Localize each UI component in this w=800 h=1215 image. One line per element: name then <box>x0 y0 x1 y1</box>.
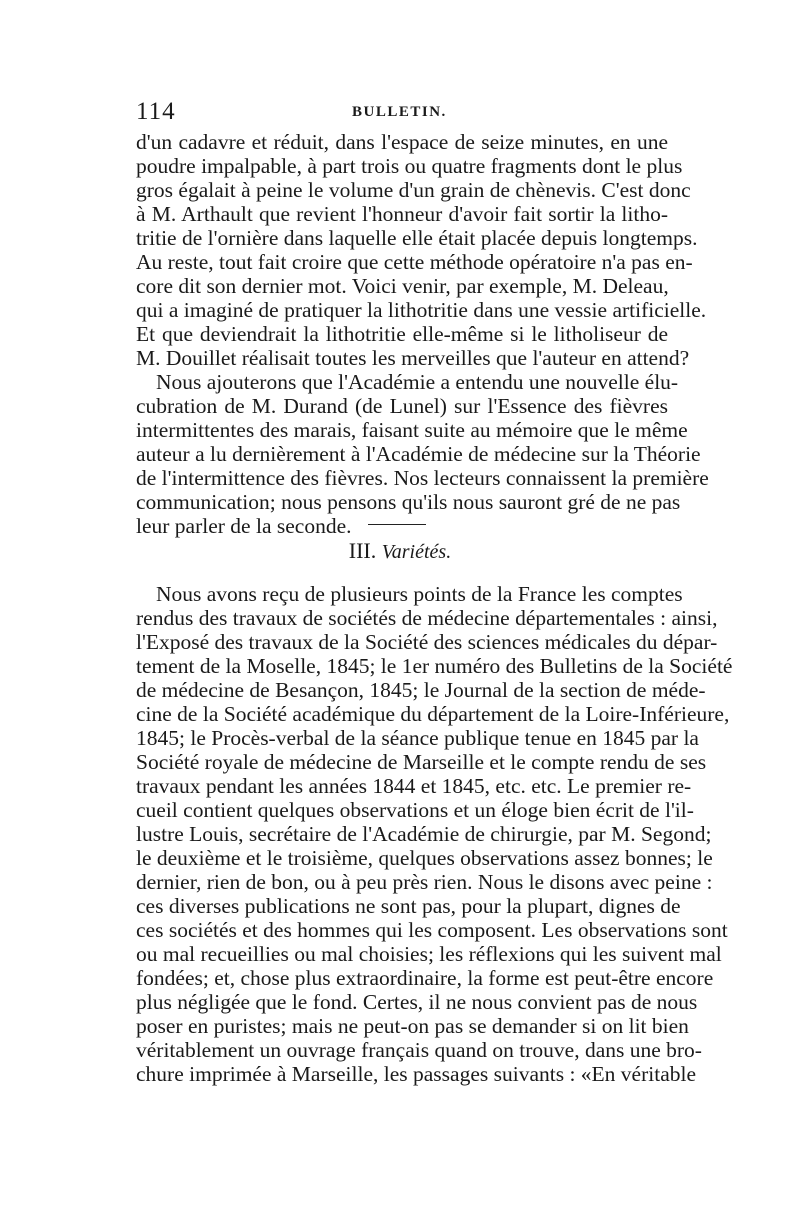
section-name: Variétés. <box>381 541 452 563</box>
text-line: qui a imaginé de pratiquer la lithotritie dans une vessie artificielle. <box>136 298 707 322</box>
text-line: cine de la Société académique du département de la Loire-Inférieure, <box>136 702 730 726</box>
section-separator <box>368 524 426 525</box>
text-line: ou mal recueillies ou mal choisies; les réflexions qui les suivent mal <box>136 942 722 966</box>
text-line: travaux pendant les années 1844 et 1845, etc. etc. Le premier re- <box>136 774 692 798</box>
text-line: Au reste, tout fait croire que cette méthode opératoire n'a pas en- <box>136 250 693 274</box>
text-line: fondées; et, chose plus extraordinaire, la forme est peut-être encore <box>136 966 714 990</box>
text-line: ces diverses publications ne sont pas, pour la plupart, dignes de <box>136 894 681 918</box>
text-line: 1845; le Procès-verbal de la séance publique tenue en 1845 par la <box>136 726 699 750</box>
text-line: core dit son dernier mot. Voici venir, par exemple, M. Deleau, <box>136 274 669 298</box>
text-line: rendus des travaux de sociétés de médecine départementales : ainsi, <box>136 606 718 630</box>
text-line: de l'intermittence des fièvres. Nos lecteurs connaissent la première <box>136 466 709 490</box>
text-line: lustre Louis, secrétaire de l'Académie de chirurgie, par M. Segond; <box>136 822 712 846</box>
text-line: Nous ajouterons que l'Académie a entendu une nouvelle élu- <box>156 370 679 394</box>
text-line: l'Exposé des travaux de la Société des sciences médicales du dépar- <box>136 630 718 654</box>
text-line: d'un cadavre et réduit, dans l'espace de seize minutes, en une <box>136 130 668 154</box>
text-line: le deuxième et le troisième, quelques observations assez bonnes; le <box>136 846 713 870</box>
section-title <box>0 538 800 564</box>
text-line: dernier, rien de bon, ou à peu près rien. Nous le disons avec peine : <box>136 870 713 894</box>
text-line: Nous avons reçu de plusieurs points de la France les comptes <box>156 582 683 606</box>
text-line: de médecine de Besançon, 1845; le Journal de la section de méde- <box>136 678 706 702</box>
text-line: plus négligée que le fond. Certes, il ne nous convient pas de nous <box>136 990 698 1014</box>
text-line: gros égalait à peine le volume d'un grain de chènevis. C'est donc <box>136 178 691 202</box>
text-line: ces sociétés et des hommes qui les composent. Les observations sont <box>136 918 728 942</box>
running-head: BULLETIN. <box>352 104 447 120</box>
text-line: chure imprimée à Marseille, les passages suivants : «En véritable <box>136 1062 697 1086</box>
text-line: M. Douillet réalisait toutes les merveilles que l'auteur en attend? <box>136 346 690 370</box>
text-line: intermittentes des marais, faisant suite au mémoire que le même <box>136 418 688 442</box>
page-number: 114 <box>136 98 176 125</box>
page-header <box>136 98 668 128</box>
text-line: tritie de l'ornière dans laquelle elle était placée depuis longtemps. <box>136 226 698 250</box>
text-line: leur parler de la seconde. <box>136 514 352 538</box>
text-line: Société royale de médecine de Marseille et le compte rendu de ses <box>136 750 707 774</box>
section-number: III. <box>348 538 377 563</box>
text-line: poudre impalpable, à part trois ou quatre fragments dont le plus <box>136 154 683 178</box>
text-line: Et que deviendrait la lithotritie elle-même si le litholiseur de <box>136 322 668 346</box>
text-line: tement de la Moselle, 1845; le 1er numéro des Bulletins de la Société <box>136 654 733 678</box>
text-line: auteur a lu dernièrement à l'Académie de médecine sur la Théorie <box>136 442 701 466</box>
text-line: véritablement un ouvrage français quand on trouve, dans une bro- <box>136 1038 702 1062</box>
text-line: cubration de M. Durand (de Lunel) sur l'Essence des fièvres <box>136 394 668 418</box>
text-line: communication; nous pensons qu'ils nous sauront gré de ne pas <box>136 490 681 514</box>
text-line: cueil contient quelques observations et un éloge bien écrit de l'il- <box>136 798 694 822</box>
text-line: poser en puristes; mais ne peut-on pas se demander si on lit bien <box>136 1014 689 1038</box>
text-line: à M. Arthault que revient l'honneur d'avoir fait sortir la litho- <box>136 202 668 226</box>
